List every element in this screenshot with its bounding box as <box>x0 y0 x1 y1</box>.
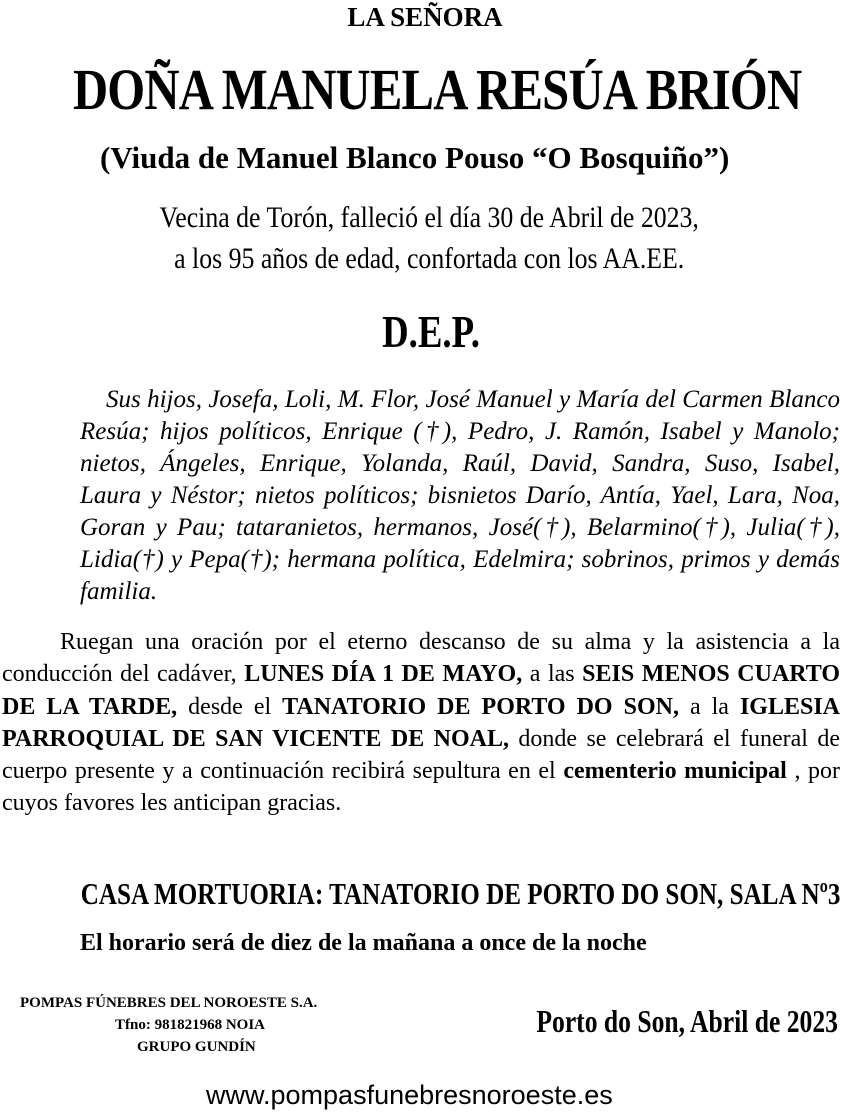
visiting-hours: El horario será de diez de la mañana a once de la noche <box>80 930 647 956</box>
place-date: Porto do Son, Abril de 2023 <box>536 1003 838 1039</box>
rip-abbreviation: D.E.P. <box>382 306 480 357</box>
request-text-6: , por cuyos favores les anticipan gracias. <box>2 758 841 817</box>
death-info-line-2: a los 95 años de edad, confortada con los AA.EE. <box>174 242 685 275</box>
widow-of-line: (Viuda de Manuel Blanco Pouso “O Bosquiño”) <box>100 140 730 175</box>
cemetery-name: cementerio municipal <box>563 758 787 785</box>
request-text-1: Ruegan una oración por el eterno descanso de su alma y la asistencia a la conducción del cadáver, <box>2 629 840 688</box>
family-text: Sus hijos, Josefa, Loli, M. Flor, José Manuel y María del Carmen Blanco Resúa; hijos políticos, Enrique (†), Pedro, J. Ramón, Isabel y Manolo; nietos, Ángeles, Enrique, Yolanda, Raúl, David, Sandra, Suso, Isabel, Laura y Néstor; nietos políticos; bisnietos Darío, Antía, Yael, Lara, Noa, Goran y Pau; tataranietos, hermanos, José(†), Belarmino(†), Julia(†), Lidia(†) y Pepa(†); hermana política, Edelmira; sobrinos, primos y demás familia. <box>80 386 840 605</box>
company-name: POMPAS FÚNEBRES DEL NOROESTE S.A. <box>20 995 318 1011</box>
website-link[interactable]: www.pompasfunebresnoroeste.es <box>206 1080 613 1110</box>
deceased-name <box>72 56 802 123</box>
notice-label: LA SEÑORA <box>347 2 503 32</box>
departure-place: TANATORIO DE PORTO DO SON, <box>282 693 679 720</box>
request-text-2: a las <box>522 661 583 688</box>
deceased-name-text: DOÑA MANUELA RESÚA BRIÓN <box>72 57 802 122</box>
request-text-5: donde se celebrará el funeral de cuerpo presente y a continuación recibirá sepultura en el <box>2 725 840 785</box>
request-text-3: desde el <box>177 693 283 720</box>
company-block <box>20 992 420 1058</box>
company-group: GRUPO GUNDÍN <box>137 1039 256 1055</box>
death-info-line-1: Vecina de Torón, falleció el día 30 de Abril de 2023, <box>159 201 699 234</box>
funeral-time: SEIS MENOS CUARTO DE LA TARDE, <box>2 661 841 720</box>
church-name: IGLESIA PARROQUIAL DE SAN VICENTE DE NOAL, <box>2 693 840 752</box>
death-info <box>64 197 795 279</box>
family-paragraph <box>80 384 840 608</box>
funeral-home: CASA MORTUORIA: TANATORIO DE PORTO DO SON, SALA Nº3 <box>80 876 841 911</box>
funeral-request-text <box>2 626 840 820</box>
funeral-request-paragraph <box>2 626 840 820</box>
request-text-4: a la <box>678 693 740 720</box>
funeral-date: LUNES DÍA 1 DE MAYO, <box>244 661 523 688</box>
company-phone: Tfno: 981821968 NOIA <box>115 1017 266 1033</box>
